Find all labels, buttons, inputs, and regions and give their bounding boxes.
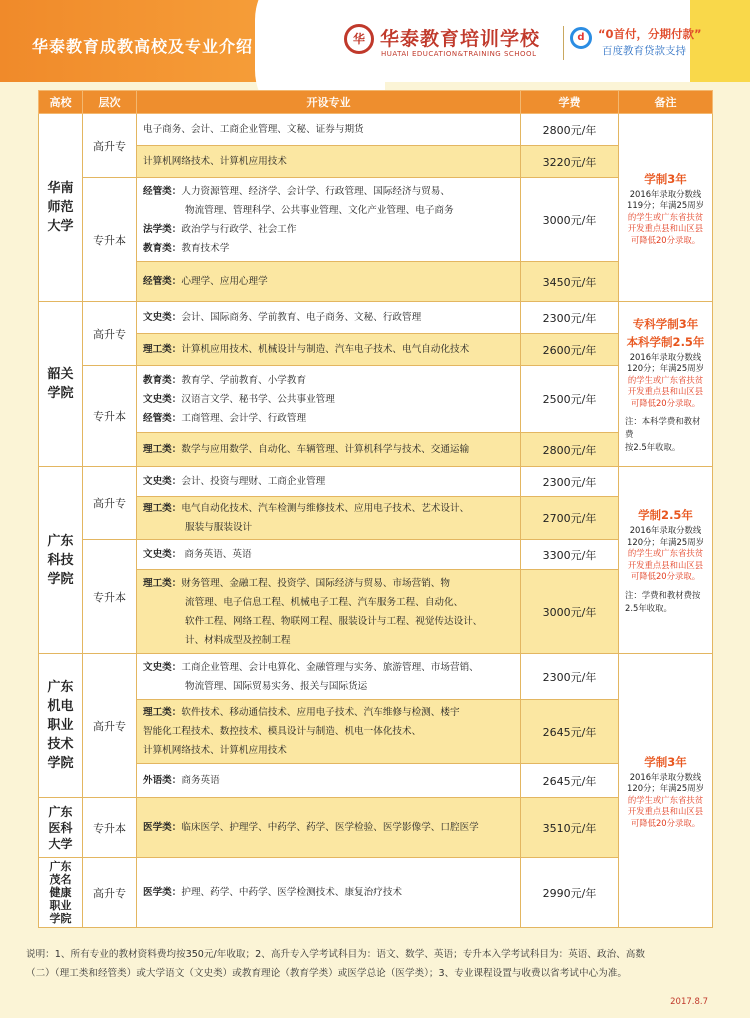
- note-line: 2016年录取分数线: [629, 188, 702, 199]
- note-gdst: [619, 467, 713, 654]
- fee-cell: 3000元/年: [521, 178, 619, 262]
- footer-notes: [26, 945, 726, 983]
- major-cell: 计算机网络技术、计算机应用技术: [137, 146, 521, 178]
- school-shaoguan: 韶关 学院: [39, 302, 83, 467]
- major-line: 文史类：工商企业管理、会计电算化、金融管理与实务、旅游管理、市场营销、: [143, 661, 479, 673]
- fee-cell: 2600元/年: [521, 334, 619, 366]
- major-cell: [137, 178, 521, 262]
- fee-cell: 3510元/年: [521, 798, 619, 858]
- fee-cell: 2800元/年: [521, 433, 619, 467]
- note-line: 可降低20分录取。: [630, 571, 701, 582]
- program-table: [38, 90, 713, 928]
- loan-support-text: 百度教育贷款支持: [602, 45, 686, 57]
- table-row: [39, 302, 713, 334]
- note-line: 注：本科学费和教材费: [625, 416, 701, 440]
- note-shaoguan: [619, 302, 713, 467]
- category-label: 理工类：: [143, 344, 182, 355]
- level-cell: 专升本: [83, 178, 137, 302]
- category-label: 医学类：: [143, 822, 182, 833]
- major-cell: [137, 497, 521, 540]
- fee-cell: 2300元/年: [521, 302, 619, 334]
- major-cell: 理工类：计算机应用技术、机械设计与制造、汽车电子技术、电气自动化技术: [137, 334, 521, 366]
- major-line: 计算机网络技术、计算机应用技术: [143, 745, 287, 756]
- note-title: 专科学制3年: [632, 316, 699, 331]
- table-row: [39, 366, 713, 433]
- publish-date: 2017.8.7: [670, 997, 708, 1007]
- major-line: 智能化工程技术、数控技术、模具设计与制造、机电一体化技术、: [143, 726, 422, 737]
- note-line: 的学生或广东省扶贫: [627, 794, 704, 805]
- major-cell: 医学类：护理、药学、中药学、医学检测技术、康复治疗技术: [137, 858, 521, 928]
- major-cell: 理工类：数学与应用数学、自动化、车辆管理、计算机科学与技术、交通运输: [137, 433, 521, 467]
- table-row: [39, 570, 713, 654]
- fee-cell: 2800元/年: [521, 114, 619, 146]
- note-line: 120分；年满25周岁: [627, 783, 704, 794]
- note-title: 学制3年: [644, 754, 687, 769]
- table-row: [39, 764, 713, 798]
- category-label: 文史类：: [143, 476, 182, 487]
- major-line: 软件工程、网络工程、物联网工程、服装设计与工程、视觉传达设计、: [185, 615, 483, 627]
- major-line: 法学类：政治学与行政学、社会工作: [143, 223, 297, 235]
- major-cell: [137, 700, 521, 764]
- level-cell: 高升专: [83, 654, 137, 798]
- page-title: 华泰教育成教高校及专业介绍: [32, 37, 254, 56]
- note-line: 按2.5年收取。: [625, 442, 681, 453]
- fee-cell: 3300元/年: [521, 540, 619, 570]
- note-line: 2016年录取分数线: [629, 525, 702, 536]
- note-scnu: [619, 114, 713, 302]
- major-line: 文史类：汉语言文学、秘书学、公共事业管理: [143, 393, 335, 405]
- category-label: 法学类：: [143, 223, 182, 235]
- category-label: 经管类：: [143, 412, 182, 424]
- level-cell: 专升本: [83, 366, 137, 467]
- note-extra: [625, 415, 706, 454]
- note-line: 的学生或广东省扶贫: [627, 548, 704, 559]
- fee-cell: 2645元/年: [521, 700, 619, 764]
- fee-cell: 2300元/年: [521, 654, 619, 700]
- note-line: 2.5年收取。: [625, 602, 672, 613]
- header-notes: 备注: [619, 91, 713, 114]
- note-line: 开发重点县和山区县: [627, 559, 704, 570]
- note-line: 开发重点县和山区县: [627, 806, 704, 817]
- note-line: 119分；年满25周岁: [627, 200, 704, 211]
- major-cell: [137, 570, 521, 654]
- footer-line: （二）（理工类和经管类）或大学语文（文史类）或教育理论（教育学类）或医学总论（医学类）；3、专业课程设置与收费以省考试中心为准。: [26, 968, 627, 979]
- table-row: [39, 467, 713, 497]
- school-name-en: HUATAI EDUCATION&TRAINING SCHOOL: [381, 50, 537, 58]
- major-line: 计、材料成型及控制工程: [185, 634, 291, 646]
- note-line: 120分；年满25周岁: [627, 536, 704, 547]
- major-line: 经管类：工商管理、会计学、行政管理: [143, 412, 307, 424]
- table-header-row: [39, 91, 713, 114]
- table-row: [39, 262, 713, 302]
- fee-cell: 2500元/年: [521, 366, 619, 433]
- level-cell: 高升专: [83, 114, 137, 178]
- category-label: 文史类：: [143, 661, 182, 673]
- note-line: 可降低20分录取。: [630, 234, 701, 245]
- major-line: 物流管理、管理科学、公共事业管理、文化产业管理、电子商务: [185, 204, 454, 216]
- header-level: 层次: [83, 91, 137, 114]
- fee-cell: 3220元/年: [521, 146, 619, 178]
- note-title: 本科学制2.5年: [626, 334, 705, 349]
- header: [0, 0, 750, 82]
- major-cell: 文史类：会计、国际商务、学前教育、电子商务、文秘、行政管理: [137, 302, 521, 334]
- payment-slogan: “0首付，分期付款”: [598, 27, 702, 41]
- header-divider: [563, 26, 564, 60]
- level-cell: 高升专: [83, 467, 137, 540]
- major-line: 服装与服装设计: [185, 522, 253, 533]
- footer-line: 说明：1、所有专业的教材资料费均按350元/年收取；2、高升专入学考试科目为：语文、数学、英语；专升本入学考试科目为：英语、政治、高数: [26, 949, 645, 960]
- note-extra: [625, 589, 706, 615]
- table-row: [39, 334, 713, 366]
- header-majors: 开设专业: [137, 91, 521, 114]
- note-title: 学制3年: [644, 171, 687, 186]
- category-label: 理工类：: [143, 444, 182, 455]
- major-line: 物流管理、国际贸易实务、报关与国际货运: [185, 680, 368, 692]
- major-line: 理工类：软件技术、移动通信技术、应用电子技术、汽车维修与检测、楼宇: [143, 707, 460, 718]
- level-cell: 高升专: [83, 302, 137, 366]
- fee-cell: 2300元/年: [521, 467, 619, 497]
- note-line: 开发重点县和山区县: [627, 386, 704, 397]
- category-label: 经管类：: [143, 185, 182, 197]
- note-title: 学制2.5年: [638, 508, 693, 523]
- table-row: [39, 540, 713, 570]
- major-cell: 电子商务、会计、工商企业管理、文秘、证券与期货: [137, 114, 521, 146]
- note-line: 的学生或广东省扶贫: [627, 374, 704, 385]
- note-guangdong: [619, 654, 713, 928]
- category-label: 理工类：: [143, 577, 182, 589]
- major-line: 流管理、电子信息工程、机械电子工程、汽车服务工程、自动化、: [185, 596, 464, 608]
- major-cell: 外语类：商务英语: [137, 764, 521, 798]
- school-gdmu: 广东 医科 大学: [39, 798, 83, 858]
- note-line: 可降低20分录取。: [630, 817, 701, 828]
- major-line: 经管类：人力资源管理、经济学、会计学、行政管理、国际经济与贸易、: [143, 185, 450, 197]
- category-label: 经管类：: [143, 276, 182, 287]
- table-row: [39, 798, 713, 858]
- category-label: 教育类：: [143, 374, 182, 386]
- note-line: 2016年录取分数线: [629, 771, 702, 782]
- level-cell: 专升本: [83, 540, 137, 654]
- category-label: 文史类：: [143, 312, 182, 323]
- school-scnu: 华南 师范 大学: [39, 114, 83, 302]
- major-cell: 医学类：临床医学、护理学、中药学、药学、医学检验、医学影像学、口腔医学: [137, 798, 521, 858]
- category-label: 理工类：: [143, 503, 182, 514]
- major-cell: [137, 366, 521, 433]
- school-gdmec: 广东 机电 职业 技术 学院: [39, 654, 83, 798]
- table-row: [39, 433, 713, 467]
- baidu-logo-icon: d: [570, 27, 592, 49]
- table-row: [39, 146, 713, 178]
- level-cell: 专升本: [83, 798, 137, 858]
- table-row: [39, 178, 713, 262]
- fee-cell: 2990元/年: [521, 858, 619, 928]
- fee-cell: 2645元/年: [521, 764, 619, 798]
- category-label: 文史类：: [143, 393, 182, 405]
- note-line: 注：学费和教材费按: [625, 589, 701, 600]
- fee-cell: 3450元/年: [521, 262, 619, 302]
- note-line: 2016年录取分数线: [629, 351, 702, 362]
- school-maoming: 广东 茂名 健康 职业 学院: [39, 858, 83, 928]
- note-line: 的学生或广东省扶贫: [627, 211, 704, 222]
- school-logo-icon: 华: [344, 24, 374, 54]
- category-label: 医学类：: [143, 887, 182, 898]
- major-line: 教育类：教育技术学: [143, 242, 230, 254]
- major-cell: 文史类：会计、投资与理财、工商企业管理: [137, 467, 521, 497]
- major-cell: 经管类：心理学、应用心理学: [137, 262, 521, 302]
- major-cell: 文史类： 商务英语、英语: [137, 540, 521, 570]
- table-row: [39, 114, 713, 146]
- major-line: 理工类：电气自动化技术、汽车检测与维修技术、应用电子技术、艺术设计、: [143, 503, 470, 514]
- table-row: [39, 497, 713, 540]
- fee-cell: 2700元/年: [521, 497, 619, 540]
- note-line: 120分；年满25周岁: [627, 363, 704, 374]
- major-cell: [137, 654, 521, 700]
- category-label: 外语类：: [143, 775, 182, 786]
- header-fee: 学费: [521, 91, 619, 114]
- header-school: 高校: [39, 91, 83, 114]
- table-row: [39, 700, 713, 764]
- school-gdst: 广东 科技 学院: [39, 467, 83, 654]
- table-row: [39, 858, 713, 928]
- major-line: 教育类：教育学、学前教育、小学教育: [143, 374, 307, 386]
- major-line: 理工类：财务管理、金融工程、投资学、国际经济与贸易、市场营销、物: [143, 577, 450, 589]
- category-label: 教育类：: [143, 242, 182, 254]
- fee-cell: 3000元/年: [521, 570, 619, 654]
- table-row: [39, 654, 713, 700]
- level-cell: 高升专: [83, 858, 137, 928]
- category-label: 理工类：: [143, 707, 182, 718]
- school-name: 华泰教育培训学校: [380, 28, 541, 50]
- category-label: 文史类：: [143, 549, 182, 560]
- note-line: 可降低20分录取。: [630, 397, 701, 408]
- note-line: 开发重点县和山区县: [627, 223, 704, 234]
